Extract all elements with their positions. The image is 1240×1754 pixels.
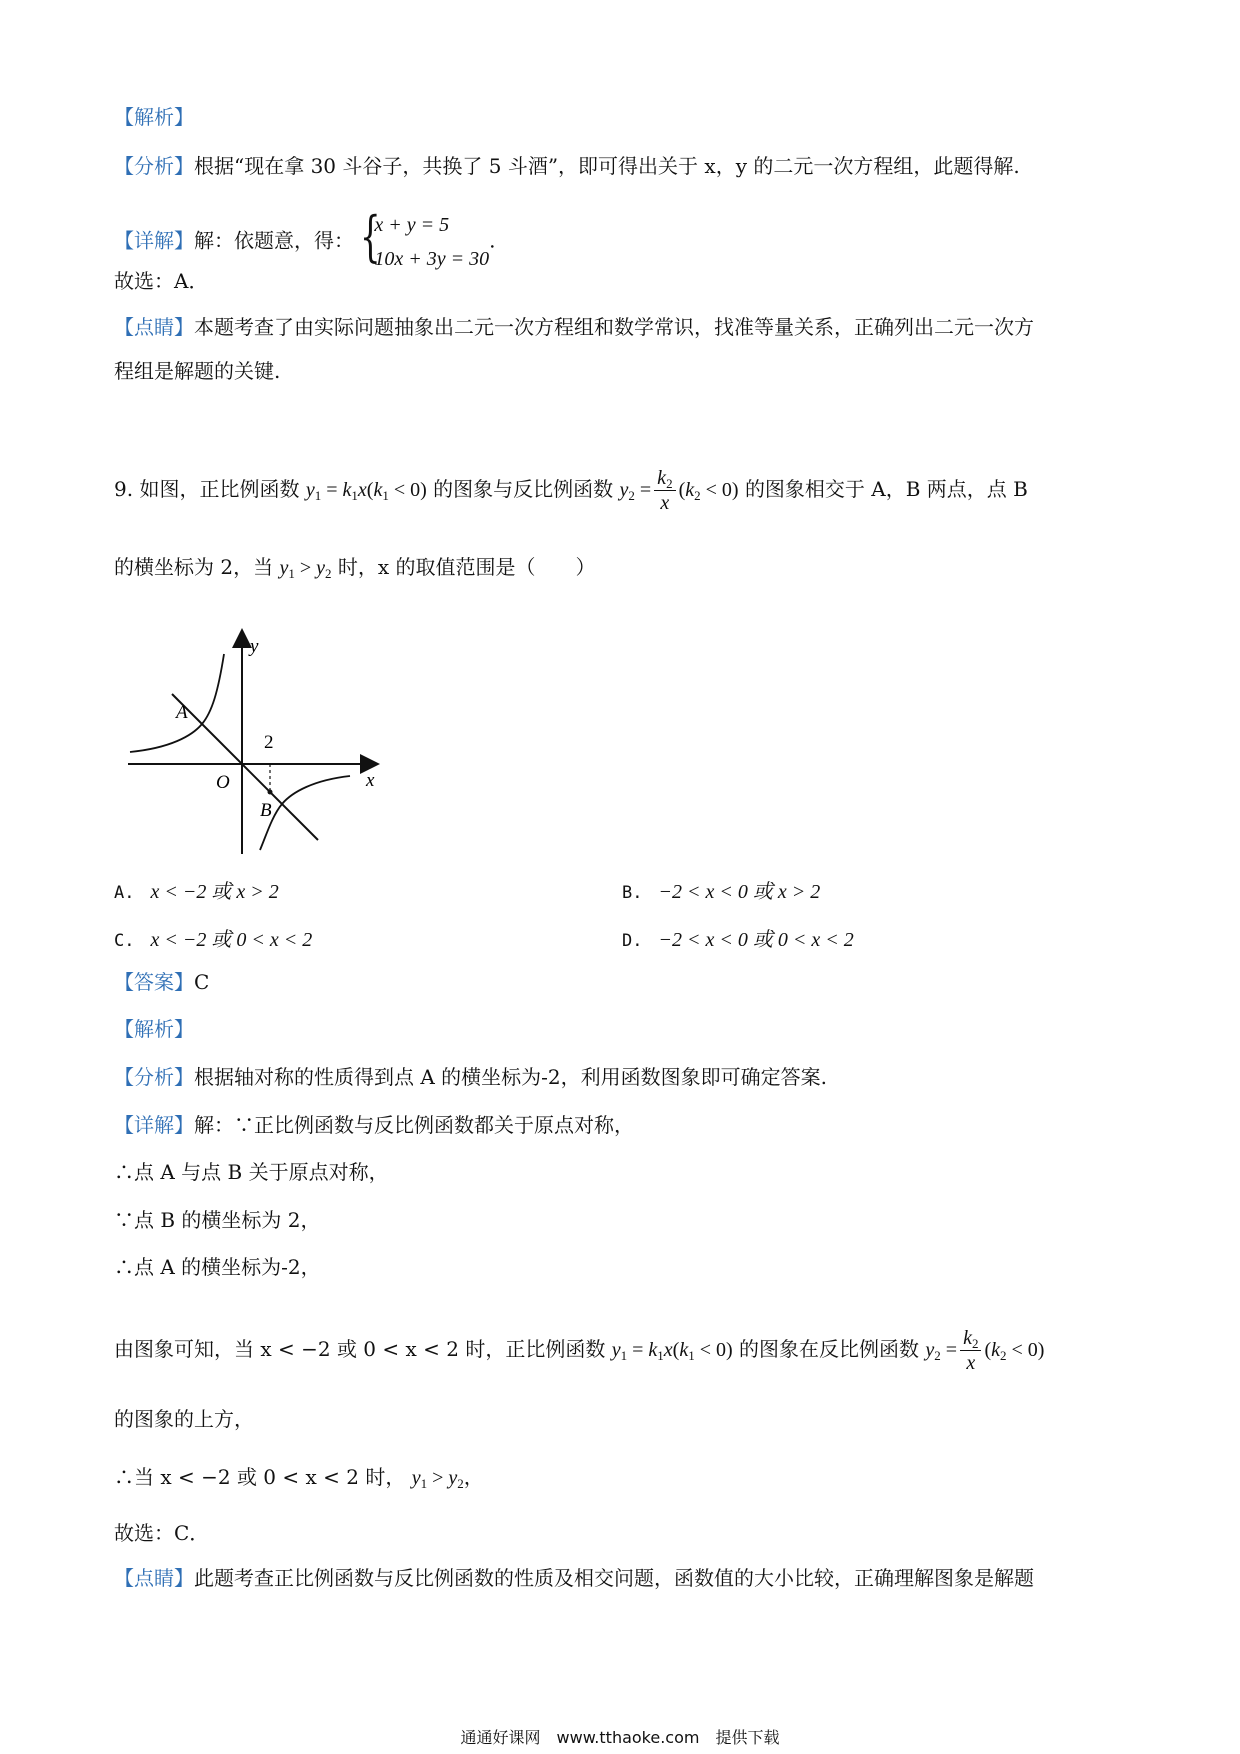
proof-line-7-part-a: ∴当 x < −2 或 0 < x < 2 时， [114,1465,406,1489]
dianjing-text-1: 本题考查了由实际问题抽象出二元一次方程组和数学常识，找准等量关系，正确列出二元一次方 [194,315,1034,339]
option-b-text: −2 < x < 0 或 x > 2 [658,881,821,903]
proof-line-2: ∴点 A 与点 B 关于原点对称， [114,1160,389,1184]
option-c[interactable] [114,924,312,956]
xiangjie-paragraph-2 [114,1110,634,1140]
q9-text-3: 的图象相交于 A，B 两点，点 B [744,477,1028,501]
xiangjie-tag: 【详解】 [114,228,194,253]
q9-text-1: 9. 如图，正比例函数 [114,477,300,501]
direct-proportion-line [172,694,318,840]
label-a: A [176,702,188,723]
jiexi-heading: 【解析】 [114,105,194,129]
option-a-text: x < −2 或 x > 2 [150,881,279,903]
equation-2: 10x + 3y = 30 [374,248,490,270]
fenxi-paragraph [114,151,1020,181]
fenxi-tag-2: 【分析】 [114,1065,194,1089]
function-graph-figure [120,626,400,858]
xiangjie-text-2: 解：∵正比例函数与反比例函数都关于原点对称， [194,1113,634,1137]
q9-text-2: 的图象与反比例函数 [433,477,614,501]
option-c-text: x < −2 或 0 < x < 2 [150,929,313,951]
option-b[interactable] [622,876,820,908]
jiexi-heading-2: 【解析】 [114,1017,194,1041]
option-d-label: D. [622,931,643,951]
proof-line-5-part-a: 由图象可知，当 x < −2 或 0 < x < 2 时，正比例函数 [114,1337,606,1361]
q9-line-2: 的横坐标为 2，当 $y_1 > y_2$ 时，x 的取值范围是（ ） [114,555,596,581]
answer-tag: 【答案】 [114,970,194,994]
proof-line-5: 由图象可知，当 x < −2 或 0 < x < 2 时，正比例函数 $y_1 = k_1x(k_1 < 0)$ 的图象在反比例函数 $y_2$ = $\frac{k_2}{x}$ $(k_2 < 0)$ [114,1327,1045,1374]
label-b: B [260,800,272,821]
xiangjie-tag-2: 【详解】 [114,1113,194,1137]
dianjing-text-2: 此题考查正比例函数与反比例函数的性质及相交问题，函数值的大小比较，正确理解图象是解题 [194,1566,1034,1590]
point-b-dot [268,790,273,795]
dianjing-tag-2: 【点睛】 [114,1566,194,1590]
proof-line-4: ∴点 A 的横坐标为-2， [114,1255,321,1279]
dianjing-tag: 【点睛】 [114,315,194,339]
answer-value: C [194,970,210,994]
option-d[interactable] [622,924,854,956]
fenxi-tag: 【分析】 [114,154,194,178]
xiangjie-paragraph: 【详解】解：依题意，得： { x + y = 5 10x + 3y = 30 . [114,208,495,276]
page-footer: 通通好课网 www.tthaoke.com 提供下载 [460,1728,780,1747]
q9-text-4: 的横坐标为 2，当 [114,555,274,579]
hyperbola-branch-right [260,776,350,850]
q9-line-1: 9. 如图，正比例函数 $y_1 = k_1x(k_1 < 0)$ 的图象与反比例函数 $y_2$ = $\frac{k_2}{x}$ $(k_2 < 0)$ 的图象相交于 A，B 两点，点 B [114,467,1028,514]
option-d-text: −2 < x < 0 或 0 < x < 2 [658,929,854,951]
label-y: y [250,636,259,657]
label-o: O [216,772,230,793]
option-a-label: A. [114,883,135,903]
q9-text-5: 时，x 的取值范围是（ ） [337,555,596,579]
label-x: x [366,770,375,791]
option-b-label: B. [622,883,643,903]
proof-line-5-part-b: 的图象在反比例函数 [739,1337,920,1361]
answer-line [114,967,209,997]
guxuan-1: 故选：A． [114,269,209,293]
proof-line-6: 的图象的上方， [114,1407,254,1431]
dianjing-line-1 [114,312,1034,342]
option-c-label: C. [114,931,135,951]
fenxi-paragraph-2 [114,1062,827,1092]
equation-1: x + y = 5 [374,214,450,236]
proof-line-7: ∴当 x < −2 或 0 < x < 2 时， $y_1 > y_2$， [114,1465,484,1491]
equation-system: { x + y = 5 10x + 3y = 30 [360,208,489,276]
proof-line-3: ∵点 B 的横坐标为 2， [114,1208,321,1232]
option-a[interactable] [114,876,279,908]
guxuan-2: 故选：C． [114,1521,210,1545]
fenxi-text: 根据“现在拿 30 斗谷子，共换了 5 斗酒”，即可得出关于 x，y 的二元一次方程组，此题得解. [194,154,1020,178]
dianjing-line-2: 程组是解题的关键. [114,359,281,383]
dianjing-paragraph-2 [114,1563,1034,1593]
xiangjie-text: 解：依题意，得： [194,228,354,253]
fenxi-text-2: 根据轴对称的性质得到点 A 的横坐标为-2，利用函数图象即可确定答案. [194,1065,827,1089]
label-2: 2 [264,732,274,753]
